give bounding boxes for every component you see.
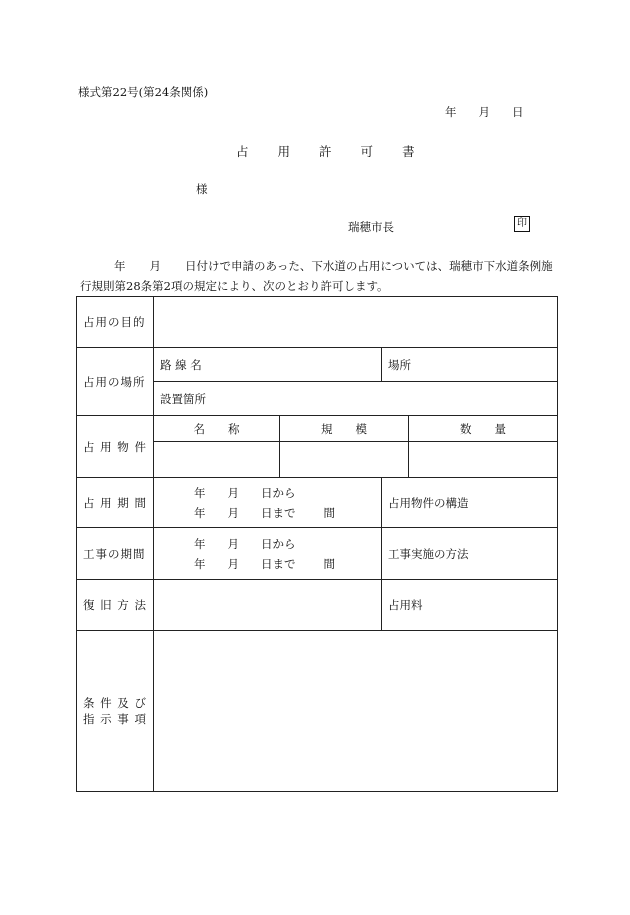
permit-table (76, 296, 558, 792)
place-cell[interactable] (382, 348, 558, 382)
period-field[interactable] (154, 478, 382, 528)
structure-label: 占用物件の構造 (388, 495, 469, 510)
restoration-field[interactable] (154, 580, 382, 631)
work-period-to: 年 月 日まで 間 (194, 556, 335, 571)
route-cell[interactable] (154, 348, 382, 382)
body-year: 年 (114, 259, 126, 273)
work-period-field[interactable] (154, 528, 382, 580)
work-period-from: 年 月 日から (194, 536, 296, 551)
installation-label: 設置箇所 (160, 391, 206, 406)
date-day: 日 (512, 105, 524, 119)
fee-label: 占用料 (388, 598, 423, 612)
form-number: 様式第22号(第24条関係) (78, 85, 209, 99)
conditions-field[interactable] (154, 631, 558, 792)
issuer-name: 瑞穂市長 (348, 220, 394, 234)
title-char: 用 (277, 144, 291, 159)
location-label: 占用の場所 (77, 348, 154, 416)
objects-header-name: 名 称 (154, 416, 280, 442)
objects-label: 占 用 物 件 (77, 416, 154, 478)
body-month: 月 (149, 259, 161, 273)
title-char: 可 (360, 144, 374, 159)
date-year: 年 (445, 105, 457, 119)
title-char: 書 (402, 144, 415, 159)
structure-cell[interactable] (382, 478, 558, 528)
body-text: 日付けで申請のあった、下水道の占用については、瑞穂市下水道条例施行規則第28条第2項の規定により、次のとおり許可します。 (80, 259, 553, 293)
title-char: 許 (319, 144, 332, 159)
objects-header-quantity: 数 量 (409, 416, 558, 442)
installation-cell[interactable] (154, 382, 558, 416)
work-method-cell[interactable] (382, 528, 558, 580)
purpose-label: 占用の目的 (77, 297, 154, 348)
place-label: 場所 (388, 357, 411, 372)
period-to: 年 月 日まで 間 (194, 505, 335, 520)
objects-quantity-field[interactable] (409, 442, 558, 478)
period-label: 占 用 期 間 (77, 478, 154, 528)
addressee-suffix: 様 (196, 182, 208, 196)
restoration-label: 復 旧 方 法 (77, 580, 154, 631)
objects-scale-field[interactable] (280, 442, 409, 478)
body-paragraph (80, 256, 560, 296)
period-from: 年 月 日から (194, 485, 296, 500)
route-label: 路 線 名 (160, 357, 202, 372)
document-title (236, 142, 444, 160)
work-method-label: 工事実施の方法 (388, 546, 469, 561)
date-month: 月 (478, 105, 490, 119)
issue-date (445, 104, 546, 120)
seal-mark: 印 (514, 216, 530, 232)
fee-cell[interactable] (382, 580, 558, 631)
work-period-label: 工事の期間 (77, 528, 154, 580)
conditions-label: 条 件 及 び 指 示 事 項 (77, 631, 154, 792)
objects-header-scale: 規 模 (280, 416, 409, 442)
title-char: 占 (236, 144, 249, 159)
objects-name-field[interactable] (154, 442, 280, 478)
purpose-field[interactable] (154, 297, 558, 348)
